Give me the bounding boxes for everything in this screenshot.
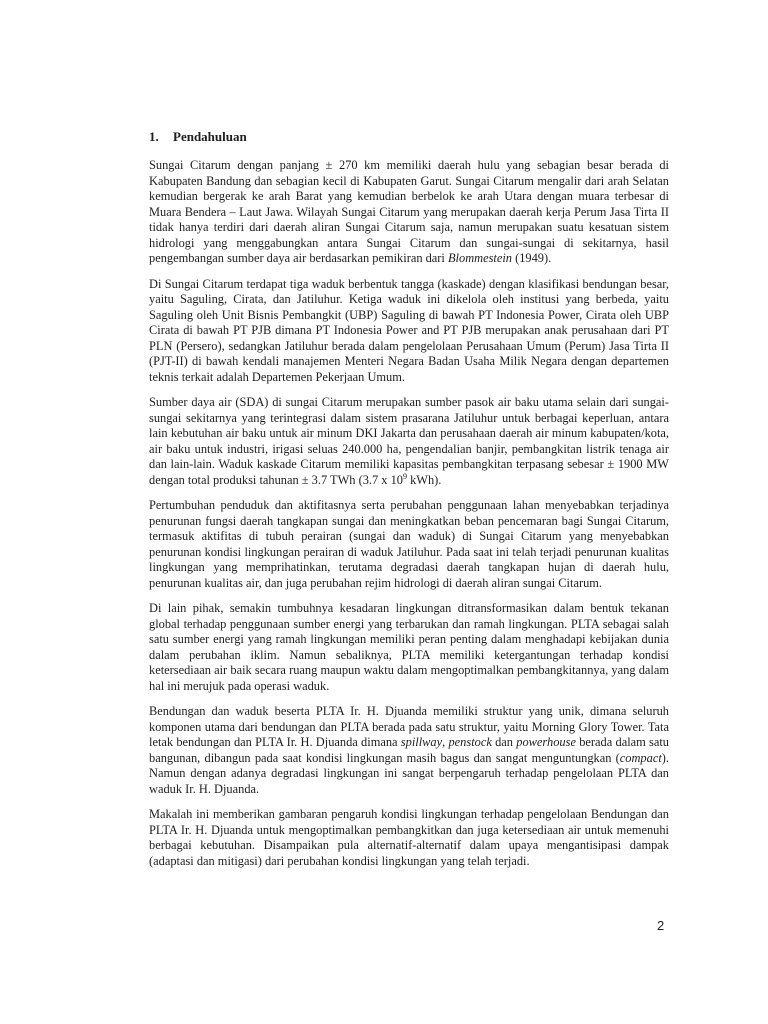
paragraph-6: Bendungan dan waduk beserta PLTA Ir. H. Djuanda memiliki struktur yang unik, dimana seluruh komponen utama dari bendungan dan PLTA berada pada satu struktur, yaitu Morning Glory Tower. Tata letak bendungan dan PLTA Ir. H. Djuanda dimana spillway, penstock dan powerhouse berada dalam satu bangunan, dibangun pada saat kondisi lingkungan masih bagus dan sangat menguntungkan (compact). Namun dengan adanya degradasi lingkungan ini sangat berpengaruh terhadap pengelolaan PLTA dan waduk Ir. H. Djuanda. [149,704,670,796]
paragraph-1: Sungai Citarum dengan panjang ± 270 km memiliki daerah hulu yang sebagian besar berada di Kabupaten Bandung dan sebagian kecil di Kabupaten Garut. Sungai Citarum mengalir dari arah Selatan kemudian bergerak ke arah Barat yang kemudian berbelok ke arah Utara dengan muara terbesar di Muara Bendera – Laut Jawa. Wilayah Sungai Citarum yang merupakan daerah kerja Perum Jasa Tirta II tidak hanya terdiri dari daerah aliran Sungai Citarum saja, namun merupakan suatu kesatuan sistem hidrologi yang menggabungkan antara Sungai Citarum dan sungai-sungai di sekitarnya, hasil pengembangan sumber daya air berdasarkan pemikiran dari Blommestein (1949). [149,158,669,265]
page-number: 2 [657,918,665,933]
section-title: Pendahuluan [173,129,247,144]
superscript-exponent: 9 [403,471,407,481]
paragraph-7: Makalah ini memberikan gambaran pengaruh kondisi lingkungan terhadap pengelolaan Bendungan dan PLTA Ir. H. Djuanda untuk mengoptimalkan pembangkitkan dan juga ketersediaan air untuk memenuhi berbagai kebutuhan. Disampaikan pula alternatif-alternatif dalam upaya mengantisipasi dampak (adaptasi dan mitigasi) dari perubahan kondisi lingkungan yang telah terjadi. [149,807,669,868]
paragraph-5: Di lain pihak, semakin tumbuhnya kesadaran lingkungan ditransformasikan dalam bentuk tekanan global terhadap penggunaan sumber energi yang terbarukan dan ramah lingkungan. PLTA sebagai salah satu sumber energi yang ramah lingkungan memiliki peran penting dalam menghadapi kebijakan dunia dalam perubahan iklim. Namun sebaliknya, PLTA memiliki ketergantungan terhadap kondisi ketersediaan air baik secara ruang maupun waktu dalam mengoptimalkan pembangkitannya, yang dalam hal ini merujuk pada operasi waduk. [149,601,669,693]
section-number: 1. [149,129,159,144]
paragraph-4: Pertumbuhan penduduk dan aktifitasnya serta perubahan penggunaan lahan menyebabkan terjadinya penurunan fungsi daerah tangkapan sungai dan meningkatkan beban pencemaran bagi Sungai Citarum, termasuk aktifitas di tubuh perairan (sungai dan waduk) di Sungai Citarum yang menyebabkan penurunan kondisi lingkungan perairan di waduk Jatiluhur. Pada saat ini telah terjadi penurunan kualitas lingkungan yang memprihatinkan, terutama degradasi daerah tangkapan hujan di daerah hulu, penurunan kualitas air, dan juga perubahan rejim hidrologi di daerah aliran sungai Citarum. [149,498,669,590]
paragraph-3: Sumber daya air (SDA) di sungai Citarum merupakan sumber pasok air baku utama selain dari sungai-sungai sekitarnya yang terintegrasi dalam sistem prasarana Jatiluhur untuk berbagai keperluan, antara lain kebutuhan air baku untuk air minum DKI Jakarta dan perusahaan daerah air minum kabupaten/kota, air baku untuk industri, irigasi seluas 240.000 ha, pengendalian banjir, pembangkitan listrik tenaga air dan lain-lain. Waduk kaskade Citarum memiliki kapasitas pembangkitan terpasang sebesar ± 1900 MW dengan total produksi tahunan ± 3.7 TWh (3.7 x $10^9$ kWh). [149,395,669,487]
paragraph-2: Di Sungai Citarum terdapat tiga waduk berbentuk tangga (kaskade) dengan klasifikasi bendungan besar, yaitu Saguling, Cirata, dan Jatiluhur. Ketiga waduk ini dikelola oleh institusi yang berbeda, yaitu Saguling oleh Unit Bisnis Pembangkit (UBP) Saguling di bawah PT Indonesia Power, Cirata oleh UBP Cirata di bawah PT PJB dimana PT Indonesia Power and PT PJB merupakan anak perusahaan dari PT PLN (Persero), sedangkan Jatiluhur berada dalam pengelolaan Perusahaan Umum (Perum) Jasa Tirta II (PJT-II) di bawah kendali manajemen Menteri Negara Badan Usaha Milik Negara dengan departemen teknis terkait adalah Departemen Pekerjaan Umum. [149,276,669,384]
section-heading [149,129,247,145]
body-text [149,158,669,879]
